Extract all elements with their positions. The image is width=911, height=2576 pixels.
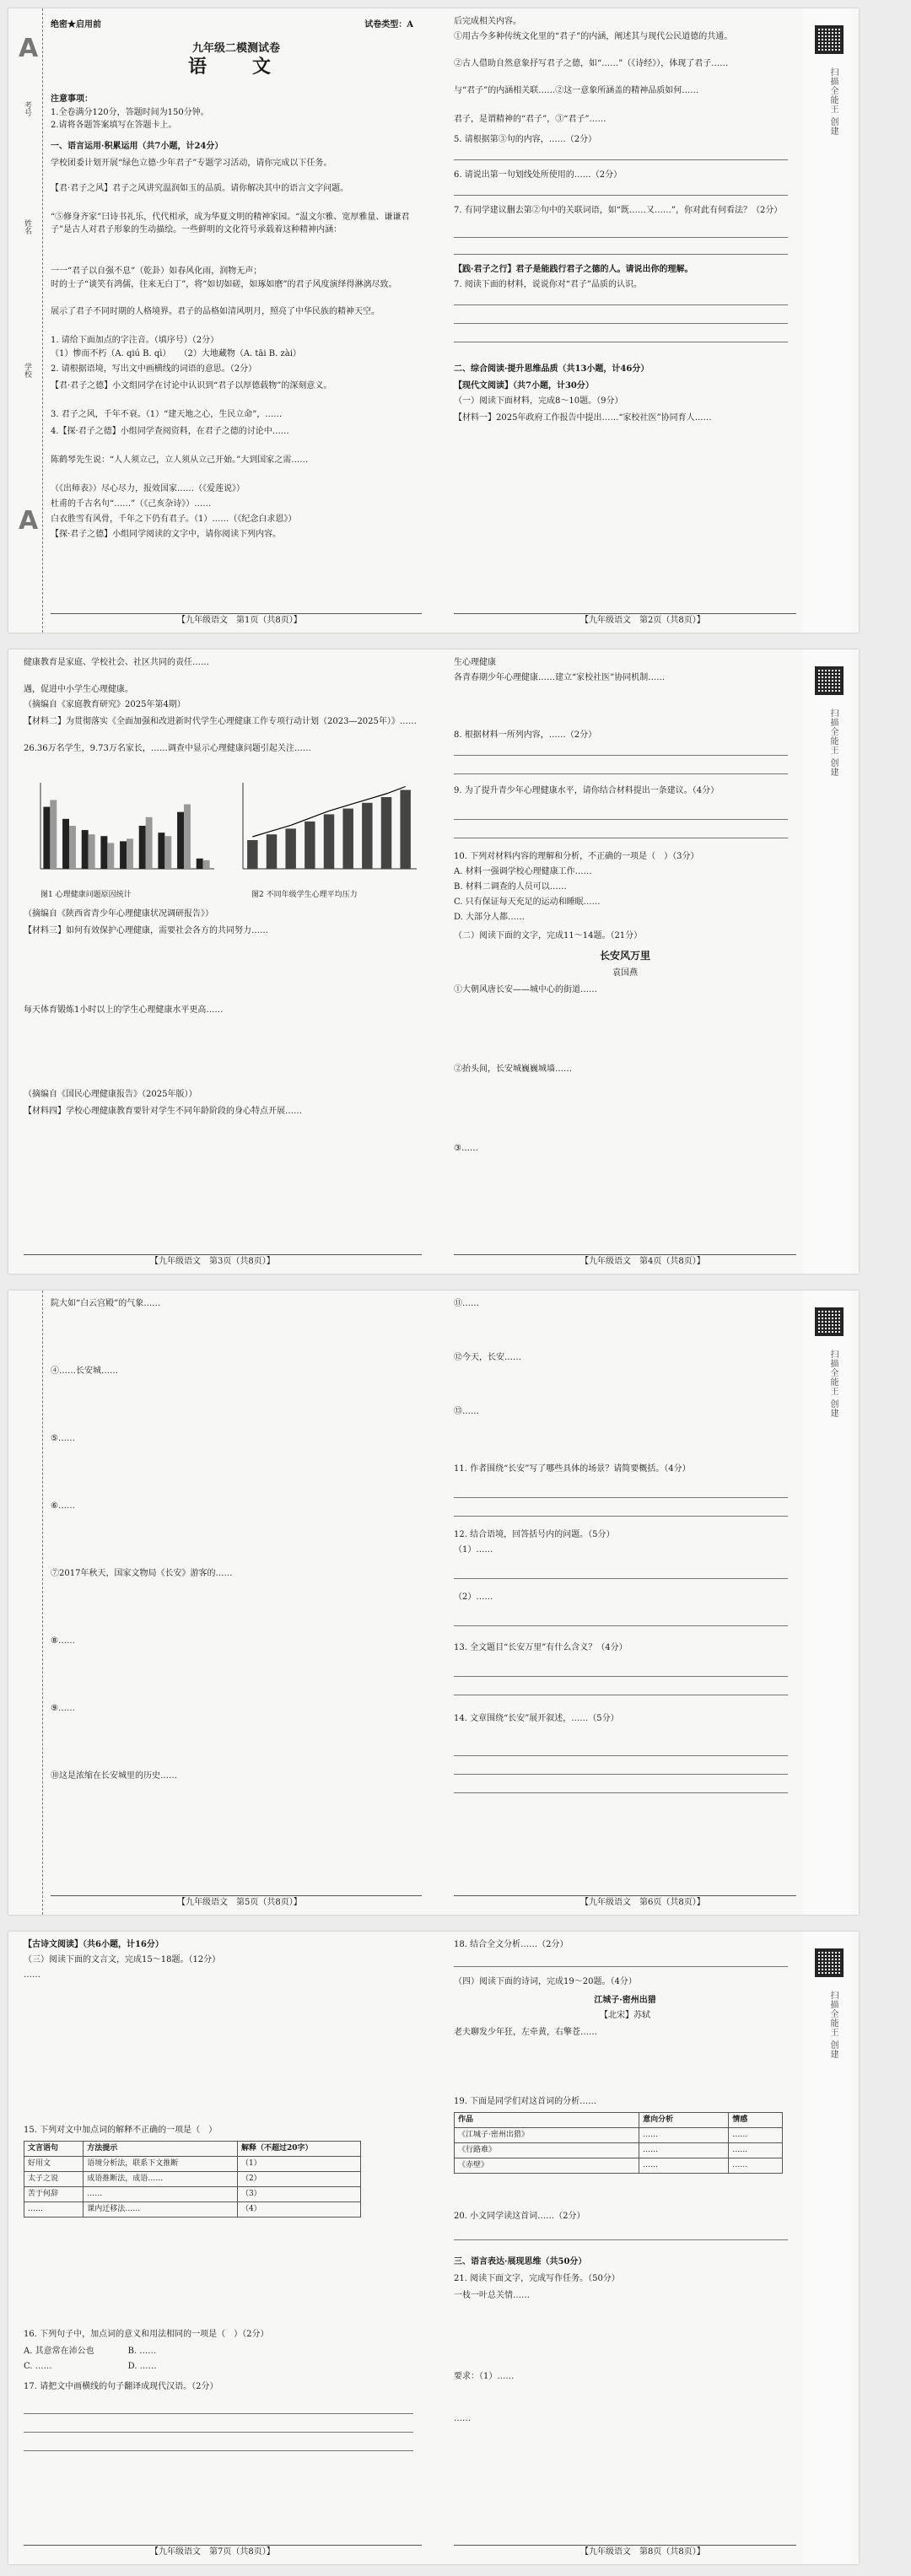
p3-source-3: （摘编自《国民心理健康报告》（2025年版）） xyxy=(24,1090,197,1099)
para-intro: 学校团委计划开展“绿色立德·少年君子”专题学习活动，请你完成以下任务。 xyxy=(51,159,332,168)
bar xyxy=(43,807,50,869)
exam-title: 九年级二模测试卷 xyxy=(191,42,280,55)
scanner-brand: 扫描全能王 创建 xyxy=(828,1991,838,2060)
answer-line xyxy=(454,1515,788,1517)
page-number: 【九年级语文 第8页（共8页）】 xyxy=(580,2547,705,2557)
page-footer xyxy=(24,1254,422,1269)
bar xyxy=(164,836,171,869)
page-footer xyxy=(51,613,422,628)
table-cell: …… xyxy=(729,2128,783,2143)
para-passage: “⑤修身齐家”曰诗书礼乐，代代相承，成为华夏文明的精神家园。“温文尔雅、宽厚雅量、谦谦君子”是古人对君子形象的生动描绘。一些鲜明的文化符号承载着这种精神内涵： xyxy=(51,213,410,234)
p2-item-4: 君子，是谓精神的“君子”，③“君子”…… xyxy=(454,115,606,124)
page-number: 【九年级语文 第5页（共8页）】 xyxy=(177,1898,302,1907)
bar xyxy=(267,834,277,869)
section-practice: 【践·君子之行】君子是能践行君子之德的人。请说出你的理解。 xyxy=(454,265,693,274)
paper-type-a-mark: A xyxy=(19,34,39,63)
table-cell: 《江城子·密州出猎》 xyxy=(455,2128,639,2143)
material-3-b: 每天体育锻炼1小时以上的学生心理健康水平更高…… xyxy=(24,1005,224,1015)
question-19-table xyxy=(454,2112,783,2174)
poem-text: 老夫聊发少年狂，左牵黄，右擎苍…… xyxy=(454,2028,597,2037)
answer-line xyxy=(454,1675,788,1677)
table-row xyxy=(24,2172,361,2187)
option-b: B. 材料二调查的人员可以…… xyxy=(454,882,567,892)
essay-para-2: ②抬头间，长安城巍巍城墙…… xyxy=(454,1064,572,1074)
bar xyxy=(62,819,69,869)
table-header: 作品 xyxy=(455,2113,639,2128)
bar xyxy=(324,814,334,869)
question-5: 5. 请根据第③句的内容，……（2分） xyxy=(454,135,597,144)
bar xyxy=(247,840,257,869)
option-c: C. 只有保证每天充足的运动和睡眠…… xyxy=(454,897,601,907)
bar xyxy=(100,836,107,869)
page-number: 【九年级语文 第1页（共8页）】 xyxy=(177,616,302,625)
answer-line xyxy=(454,1625,788,1626)
paper-type-a-mark-bottom: A xyxy=(19,506,39,536)
para-line-5: 时的士子“谈笑有鸿儒，往来无白丁”，将“如切如磋，如琢如磨”的君子风度演绎得淋漓尽致。 xyxy=(51,280,397,289)
bar xyxy=(285,828,295,869)
table-row xyxy=(455,2143,783,2158)
writing-requirements: 要求：（1）…… xyxy=(454,2372,515,2381)
page-5 xyxy=(17,1291,422,1915)
scanner-brand: 扫描全能王 创建 xyxy=(828,67,838,137)
reading-1-heading: （一）阅读下面材料，完成8～10题。（9分） xyxy=(454,396,623,406)
spread-3 xyxy=(8,1291,859,1915)
binding-gutter xyxy=(17,1291,43,1915)
bar xyxy=(342,809,353,869)
question-8: 8. 根据材料一所列内容，……（2分） xyxy=(454,730,597,740)
question-13: 13. 全文题目“长安万里”有什么含义？（4分） xyxy=(454,1643,628,1652)
table-row xyxy=(24,2187,361,2202)
table-cell: （2） xyxy=(237,2172,360,2187)
p5-para-8: ⑩这是浓缩在长安城里的历史…… xyxy=(51,1771,177,1781)
table-cell: 语境分析法，联系下文推断 xyxy=(84,2157,238,2172)
bar xyxy=(305,822,315,869)
p2-item-1: ①用古今多种传统文化里的“君子”的内涵，阐述其与现代公民道德的共通。 xyxy=(454,32,733,41)
essay-para-1: ①大朝风唐长安——城中心的街道…… xyxy=(454,985,597,994)
p3-source-2: （摘编自《陕西省青少年心理健康状况调研报告》） xyxy=(24,909,213,919)
question-16: 16. 下列句子中，加点词的意义和用法相同的一项是（ ）（2分） xyxy=(24,2330,269,2339)
scanner-strip xyxy=(803,8,852,633)
table-row xyxy=(455,2158,783,2174)
p2-item-2: ②古人借助自然意象抒写君子之德，如“……”（《诗经》），体现了君子…… xyxy=(454,59,729,68)
table-cell: …… xyxy=(84,2187,238,2202)
p3-line-1: 健康教育是家庭、学校社会、社区共同的责任…… xyxy=(24,658,209,667)
section-1-heading: 一、语言运用·积累运用（共7小题，计24分） xyxy=(51,142,224,151)
spread-4 xyxy=(8,1932,859,2564)
poem-author: 【北宋】苏轼 xyxy=(600,2011,650,2020)
question-1: 1. 请给下面加点的字注音。（填序号）（2分） xyxy=(51,336,219,345)
page-3 xyxy=(17,649,422,1274)
reading-4-heading: （四）阅读下面的诗词，完成19～20题。（4分） xyxy=(454,1977,637,1986)
question-7: 7. 有同学建议删去第②句中的关联词语，如“既……又……”，你对此有何看法？（2分） xyxy=(454,206,783,215)
table-cell: （1） xyxy=(237,2157,360,2172)
gutter-label-id: 考号 xyxy=(23,101,31,116)
question-7b: 7. 阅读下面的材料，说说你对“君子”品质的认识。 xyxy=(454,280,642,289)
page-number: 【九年级语文 第6页（共8页）】 xyxy=(580,1898,705,1907)
answer-line xyxy=(454,322,788,324)
option-cd: C. …… D. …… xyxy=(24,2362,157,2371)
question-15-table xyxy=(24,2141,361,2218)
p6-para-2: ⑫今天，长安…… xyxy=(454,1353,521,1362)
material-2-b: 26.36万名学生，9.73万名家长，……调查中显示心理健康问题引起关注…… xyxy=(24,744,311,753)
para-line-6: 展示了君子不同时期的人格境界。君子的品格如清风明月，照亮了中华民族的精神天空。 xyxy=(51,307,380,316)
bar xyxy=(89,834,95,869)
scanner-brand: 扫描全能王 创建 xyxy=(828,1350,838,1419)
table-cell: 成语推断法，成语…… xyxy=(84,2172,238,2187)
bar xyxy=(203,860,210,869)
qr-code-icon xyxy=(815,1948,844,1977)
question-15: 15. 下列对文中加点词的解释不正确的一项是（ ） xyxy=(24,2126,218,2135)
answer-line xyxy=(24,2412,413,2414)
answer-line xyxy=(454,236,788,238)
poem-title: 江城子·密州出猎 xyxy=(594,1996,656,2005)
scanner-strip xyxy=(803,1932,852,2564)
p6-para-3: ⑬…… xyxy=(454,1407,479,1416)
bar xyxy=(146,817,153,869)
table-header: 文言语句 xyxy=(24,2142,84,2157)
material-1: 【材料一】2025年政府工作报告中提出……“家校社医”协同育人…… xyxy=(454,413,712,423)
essay-para-3: ③…… xyxy=(454,1144,478,1153)
answer-line xyxy=(454,194,788,196)
modern-reading-heading: 【现代文阅读】（共7小题，计30分） xyxy=(454,381,594,391)
quote-line-3: 杜甫的千古名句“……”（《己亥杂诗》）…… xyxy=(51,499,212,509)
question-19: 19. 下面是同学们对这首词的分析…… xyxy=(454,2097,597,2106)
p5-para-1: 院大如“白云宫殿”的气象…… xyxy=(51,1299,161,1308)
bar xyxy=(177,812,184,869)
para-task: 【君·君子之风】君子之风讲究温润如玉的品质。请你解决其中的语言文字问题。 xyxy=(51,184,349,193)
answer-line xyxy=(454,159,788,160)
spread-1 xyxy=(8,8,859,633)
question-11: 11. 作者围绕“长安”写了哪些具体的场景？请简要概括。（4分） xyxy=(454,1464,691,1474)
page-footer xyxy=(454,1254,796,1269)
question-20: 20. 小文同学读这首词……（2分） xyxy=(454,2212,585,2221)
question-21: 21. 阅读下面文字，完成写作任务。（50分） xyxy=(454,2274,620,2283)
question-12-2: （2）…… xyxy=(454,1592,493,1602)
bar xyxy=(127,838,133,869)
p4-line-1: 生心理健康 xyxy=(454,658,496,667)
page-footer xyxy=(454,1895,796,1910)
bar xyxy=(158,833,164,869)
answer-line xyxy=(454,1792,788,1793)
bar xyxy=(50,800,57,869)
question-14: 14. 文章围绕“长安”展开叙述，……（5分） xyxy=(454,1714,619,1723)
section-theme-2: 【君·君子之德】小文组同学在讨论中认识到“君子以厚德载物”的深刻意义。 xyxy=(51,381,332,391)
essay-author: 袁国燕 xyxy=(612,968,638,978)
bar xyxy=(184,805,191,870)
table-header-row xyxy=(455,2113,783,2128)
page-6 xyxy=(447,1291,852,1915)
page-footer xyxy=(51,1895,422,1910)
table-cell: …… xyxy=(639,2143,729,2158)
answer-line xyxy=(454,773,788,774)
table-header: 意向分析 xyxy=(639,2113,729,2128)
answer-line xyxy=(454,253,788,255)
section-3-heading: 三、语言表达·展现思维（共50分） xyxy=(454,2257,587,2266)
page-number: 【九年级语文 第3页（共8页）】 xyxy=(150,1257,275,1266)
notes-heading: 注意事项： xyxy=(51,94,93,104)
scanner-brand: 扫描全能王 创建 xyxy=(828,709,838,778)
question-9: 9. 为了提升青少年心理健康水平，请你结合材料提出一条建议。（4分） xyxy=(454,786,720,795)
question-12: 12. 结合语境，回答括号内的问题。（5分） xyxy=(454,1530,615,1539)
question-3: 3. 君子之风，千年不衰。（1）“建天地之心，生民立命”，…… xyxy=(51,410,283,419)
spread-2 xyxy=(8,649,859,1274)
gutter-label-name: 姓名 xyxy=(23,219,31,234)
classical-text: …… xyxy=(24,1970,40,1980)
option-a: A. 材料一强调学校心理健康工作…… xyxy=(454,867,592,876)
material-2: 【材料二】为贯彻落实《全面加强和改进新时代学生心理健康工作专项行动计划（2023—2025年）》…… xyxy=(24,717,417,726)
table-cell: …… xyxy=(639,2158,729,2174)
table-cell: 好用文 xyxy=(24,2157,84,2172)
quote-line-1: 陈鹤琴先生说：“人人须立己，立人须从立己开始。”大到国家之需…… xyxy=(51,455,309,465)
header-secret: 绝密★启用前 xyxy=(51,20,101,30)
table-cell: …… xyxy=(729,2158,783,2174)
page-footer xyxy=(24,2545,422,2559)
answer-line xyxy=(454,1577,788,1579)
header-type: 试卷类型：A xyxy=(364,20,413,30)
page-2 xyxy=(447,8,852,633)
bar xyxy=(362,803,372,869)
answer-line xyxy=(454,754,788,756)
bar xyxy=(69,826,76,869)
p5-para-6: ⑧…… xyxy=(51,1636,75,1646)
writing-note: …… xyxy=(454,2414,471,2423)
qr-code-icon xyxy=(815,25,844,54)
option-ab: A. 其意常在沛公也 B. …… xyxy=(24,2347,157,2356)
p5-para-3: ⑤…… xyxy=(51,1434,75,1443)
note-2: 2.请将各题答案填写在答题卡上。 xyxy=(51,121,177,130)
p5-para-2: ④……长安城…… xyxy=(51,1366,118,1376)
page-footer xyxy=(454,2545,796,2559)
page-number: 【九年级语文 第4页（共8页）】 xyxy=(580,1257,705,1266)
question-12-1: （1）…… xyxy=(454,1545,493,1555)
question-18: 18. 结合全文分析……（2分） xyxy=(454,1940,569,1949)
table-row xyxy=(24,2157,361,2172)
table-cell: …… xyxy=(24,2202,84,2218)
subject-title: 语 文 xyxy=(187,56,284,78)
answer-line xyxy=(24,2449,413,2451)
para-line-4: 一一“君子以自强不息”（乾卦）如春风化雨，润物无声； xyxy=(51,267,262,276)
bar xyxy=(197,859,203,869)
scanner-strip xyxy=(803,1291,852,1915)
table-row xyxy=(455,2128,783,2143)
table-row xyxy=(24,2202,361,2218)
quote-line-2: （《出师表》）尽心尽力，报效国家……（《爱莲说》） xyxy=(51,484,245,493)
scanner-strip xyxy=(803,649,852,1274)
chart-1-caption: 图1 心理健康问题原因统计 xyxy=(40,891,132,899)
table-header: 解释（不超过20字） xyxy=(237,2142,360,2157)
answer-line xyxy=(24,2431,413,2433)
option-d: D. 大部分人都…… xyxy=(454,913,526,922)
page-1 xyxy=(17,8,422,633)
chart-2 xyxy=(226,776,420,886)
p5-para-5: ⑦2017年秋天，国家文物局《长安》游客的…… xyxy=(51,1569,233,1578)
bar xyxy=(107,843,114,869)
table-cell: （3） xyxy=(237,2187,360,2202)
table-header: 情感 xyxy=(729,2113,783,2128)
answer-line xyxy=(454,304,788,305)
answer-line xyxy=(454,341,788,342)
table-header: 方法提示 xyxy=(84,2142,238,2157)
reading-3-heading: （三）阅读下面的文言文，完成15～18题。（12分） xyxy=(24,1955,221,1964)
p2-line-1: 后完成相关内容。 xyxy=(454,17,521,26)
qr-code-icon xyxy=(815,1307,844,1336)
p3-source-1: （摘编自《家庭教育研究》2025年第4期） xyxy=(24,700,186,709)
page-8 xyxy=(447,1932,852,2564)
material-4: 【材料四】学校心理健康教育要针对学生不同年龄阶段的身心特点开展…… xyxy=(24,1107,302,1116)
page-7 xyxy=(17,1932,422,2564)
question-6: 6. 请说出第一句划线处所使用的……（2分） xyxy=(454,170,623,180)
question-17: 17. 请把文中画横线的句子翻译成现代汉语。（2分） xyxy=(24,2382,218,2391)
bar xyxy=(381,797,391,869)
classical-heading: 【古诗文阅读】（共6小题，计16分） xyxy=(24,1940,164,1949)
question-2: 2. 请根据语境，写出文中画横线的词语的意思。（2分） xyxy=(51,364,257,374)
p6-para-1: ⑪…… xyxy=(454,1299,479,1308)
section-theme-3: 【探·君子之德】小组同学阅读的文字中，请你阅读下列内容。 xyxy=(51,530,282,539)
page-4 xyxy=(447,649,852,1274)
bar xyxy=(400,790,410,870)
reading-2-heading: （二）阅读下面的文字，完成11～14题。（21分） xyxy=(454,931,643,940)
p4-para: 各青春期少年心理健康……建立“家校社医”协同机制…… xyxy=(454,673,666,682)
p5-para-7: ⑨…… xyxy=(51,1704,75,1713)
page-footer xyxy=(454,613,796,628)
answer-line xyxy=(454,837,788,838)
chart-1 xyxy=(24,776,218,886)
answer-line xyxy=(454,2239,788,2240)
question-10: 10. 下列对材料内容的理解和分析，不正确的一项是（ ）（3分） xyxy=(454,852,699,861)
table-cell: （4） xyxy=(237,2202,360,2218)
answer-line xyxy=(454,1694,788,1695)
writing-prompt: 一枝一叶总关情…… xyxy=(454,2291,530,2300)
table-cell: 太子之说 xyxy=(24,2172,84,2187)
table-cell: …… xyxy=(639,2128,729,2143)
question-4: 4.【探·君子之德】小组同学查阅资料，在君子之德的讨论中…… xyxy=(51,427,289,436)
answer-line xyxy=(454,818,788,820)
table-cell: 课内迁移法…… xyxy=(84,2202,238,2218)
answer-line xyxy=(454,1754,788,1756)
quote-line-4: 白衣胜雪有风骨，千年之下仍有君子。（1）……（《纪念白求恩》） xyxy=(51,515,297,524)
page-number: 【九年级语文 第2页（共8页）】 xyxy=(580,616,705,625)
bar xyxy=(139,826,146,869)
table-cell: 《赤壁》 xyxy=(455,2158,639,2174)
essay-title: 长安风万里 xyxy=(599,950,650,962)
qr-code-icon xyxy=(815,666,844,695)
binding-gutter xyxy=(17,8,43,633)
chart-2-caption: 图2 不同年级学生心理平均压力 xyxy=(251,891,358,899)
table-cell: 《行路难》 xyxy=(455,2143,639,2158)
gutter-label-school: 学校 xyxy=(23,363,31,378)
answer-line xyxy=(454,1965,788,1967)
table-header-row xyxy=(24,2142,361,2157)
bar xyxy=(82,830,89,869)
table-cell: …… xyxy=(729,2143,783,2158)
question-1-options: （1）惨而不朽（A. qiú B. qì） （2）大地藏物（A. tāi B. zài） xyxy=(51,349,301,358)
p2-item-3: 与“君子”的内涵相关联……②这一意象所涵盖的精神品质如何…… xyxy=(454,86,699,95)
page-number: 【九年级语文 第7页（共8页）】 xyxy=(150,2547,275,2557)
answer-line xyxy=(454,1496,788,1498)
answer-line xyxy=(454,1773,788,1775)
section-2-heading: 二、综合阅读·提升思维品质（共13小题，计46分） xyxy=(454,364,650,374)
material-3: 【材料三】如何有效保护心理健康，需要社会各方的共同努力…… xyxy=(24,926,268,935)
p5-para-4: ⑥…… xyxy=(51,1501,75,1511)
note-1: 1.全卷满分120分，答题时间为150分钟。 xyxy=(51,108,209,117)
table-cell: 苦于何辞 xyxy=(24,2187,84,2202)
bar xyxy=(120,841,127,869)
p3-line-2: 遇，促进中小学生心理健康。 xyxy=(24,685,133,694)
